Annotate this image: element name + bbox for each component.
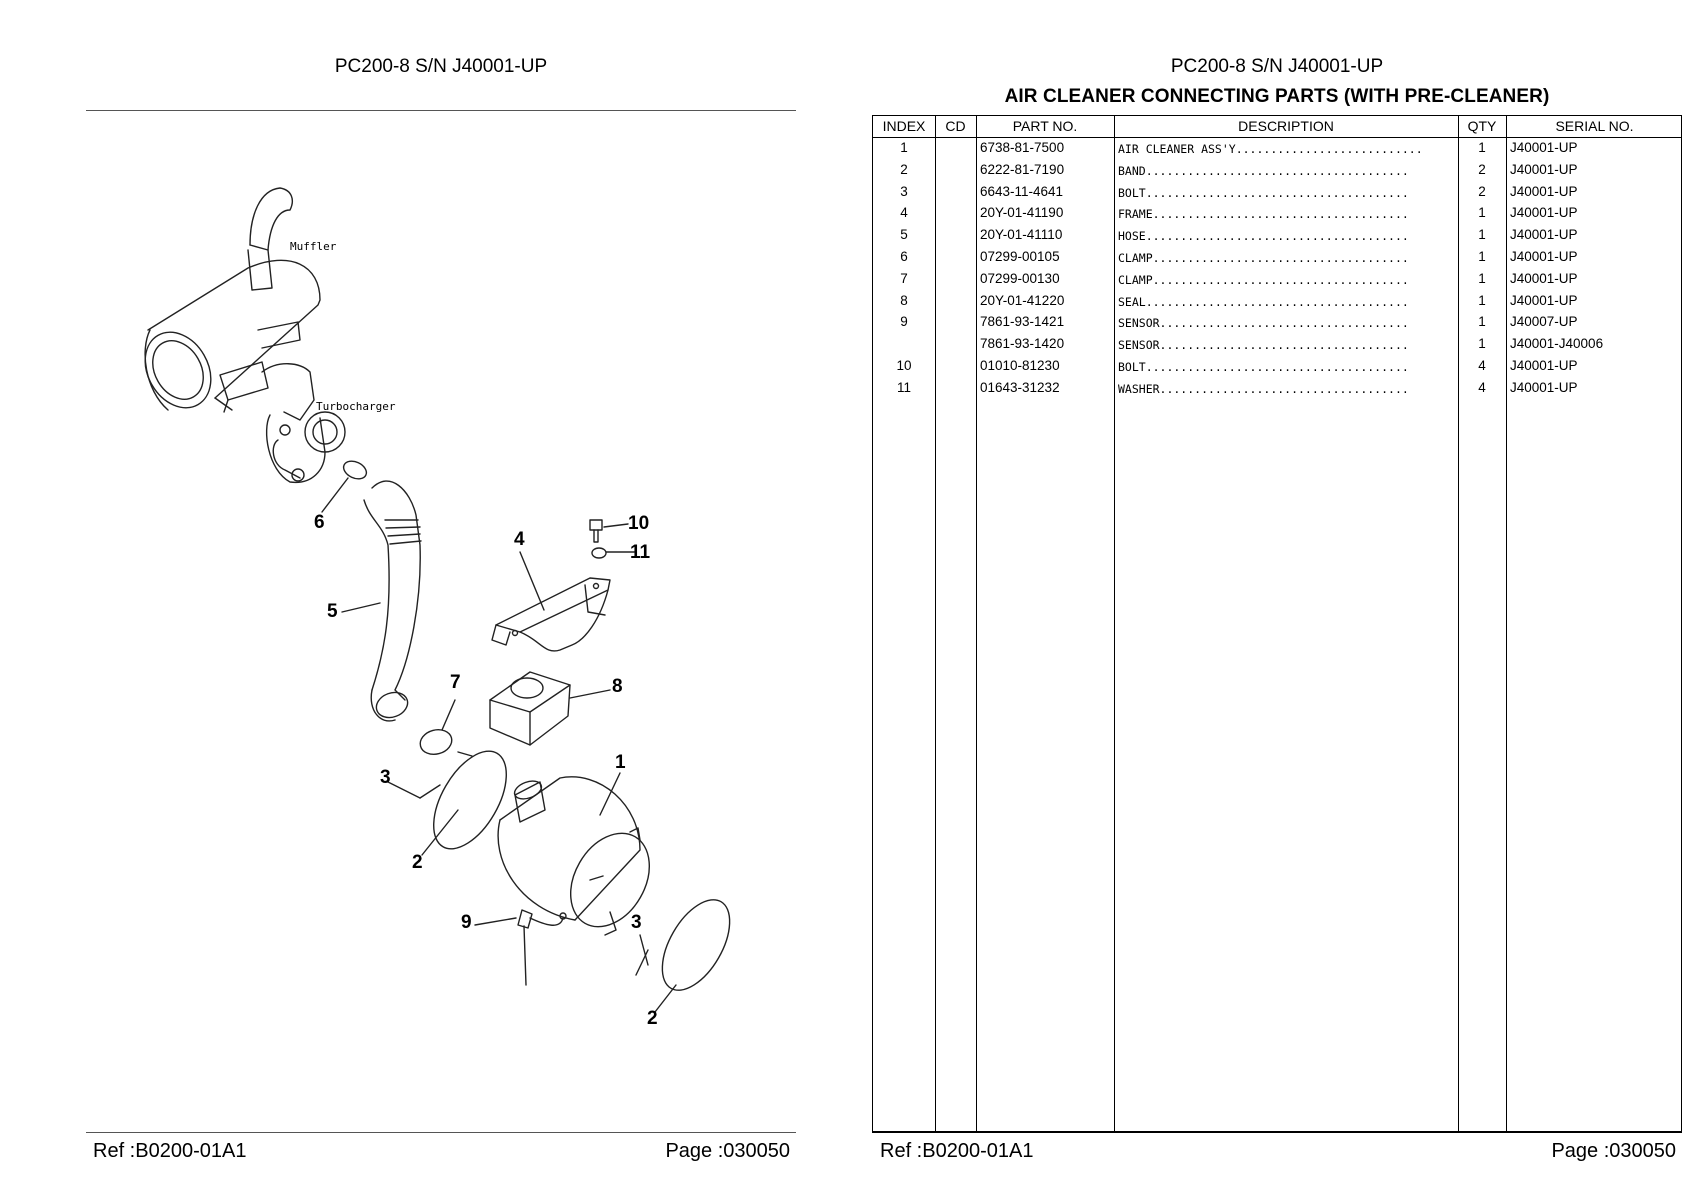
cell-serial: J40001-UP: [1510, 249, 1578, 264]
cell-serial: J40001-UP: [1510, 161, 1578, 177]
col-header-qty: QTY: [1467, 118, 1497, 134]
right-footer-page: Page :030050: [1551, 1140, 1676, 1162]
bolt-3-lower-drawing: [636, 950, 648, 975]
cell-serial: J40001-UP: [1510, 183, 1578, 199]
cell-index: 4: [900, 205, 908, 221]
cell-serial: J40007-UP: [1510, 314, 1578, 330]
cell-index: 10: [896, 358, 912, 373]
left-header-rule: [86, 110, 796, 111]
cell-description: SEAL......................................: [1118, 294, 1409, 309]
left-footer-rule: [86, 1132, 796, 1133]
callout-3-upper: 3: [380, 767, 391, 788]
callout-2-upper: 2: [412, 852, 423, 873]
left-footer-page: Page :030050: [665, 1140, 790, 1162]
cell-part-no: 6738-81-7500: [980, 140, 1065, 155]
table-row: [873, 291, 1681, 313]
callout-9: 9: [461, 912, 472, 933]
cell-qty: 2: [1478, 183, 1486, 199]
cell-description: SENSOR....................................: [1118, 338, 1409, 353]
callout-5: 5: [327, 601, 338, 622]
table-row: [873, 203, 1681, 225]
cell-description: HOSE......................................: [1118, 229, 1409, 244]
cell-part-no: 01010-81230: [980, 358, 1060, 373]
cell-index: 9: [900, 314, 908, 330]
cell-index: 1: [900, 140, 908, 155]
cell-index: 7: [900, 270, 908, 286]
callout-1: 1: [615, 752, 626, 773]
right-footer-ref: Ref :B0200-01A1: [880, 1140, 1034, 1162]
cell-qty: 1: [1478, 314, 1486, 330]
muffler-drawing: [132, 188, 320, 420]
cell-description: BOLT......................................: [1118, 185, 1409, 200]
cell-index: 8: [900, 292, 908, 308]
cell-qty: 1: [1478, 140, 1486, 155]
callout-2-lower: 2: [647, 1008, 658, 1029]
right-footer-rule: [872, 1132, 1682, 1133]
table-row: [873, 138, 1681, 160]
cell-qty: 2: [1478, 161, 1486, 177]
seal-drawing: [490, 672, 570, 745]
cell-part-no: 7861-93-1421: [980, 314, 1065, 330]
table-row: [873, 356, 1681, 378]
cell-qty: 1: [1478, 292, 1486, 308]
bolt-10-drawing: [590, 520, 602, 542]
cell-index: 2: [900, 161, 908, 177]
washer-11-drawing: [592, 548, 606, 558]
turbocharger-drawing: [262, 364, 345, 483]
clamp-6-drawing: [341, 458, 370, 483]
cell-index: 3: [900, 183, 908, 199]
col-header-serial-no: SERIAL NO.: [1555, 118, 1634, 134]
parts-table: [872, 115, 1682, 1132]
table-row: [873, 312, 1681, 334]
col-header-cd: CD: [945, 118, 966, 134]
cell-qty: 1: [1478, 249, 1486, 264]
col-header-part-no: PART NO.: [1012, 118, 1078, 134]
muffler-label: Muffler: [290, 240, 337, 253]
cell-part-no: 07299-00130: [980, 270, 1060, 286]
band-2-lower-drawing: [648, 889, 743, 1002]
bolt-3-upper-drawing: [420, 785, 440, 798]
hose-drawing: [364, 481, 421, 722]
cell-qty: 1: [1478, 270, 1486, 286]
cell-part-no: 20Y-01-41110: [980, 227, 1063, 243]
cell-serial: J40001-UP: [1510, 205, 1578, 221]
cell-description: CLAMP.....................................: [1118, 272, 1409, 287]
left-footer-ref: Ref :B0200-01A1: [93, 1140, 247, 1162]
table-row: [873, 182, 1681, 204]
clamp-7-drawing: [417, 726, 454, 757]
table-row: [873, 247, 1681, 269]
cell-description: BOLT......................................: [1118, 360, 1409, 374]
cell-part-no: 20Y-01-41220: [980, 292, 1065, 308]
cell-serial: J40001-UP: [1510, 140, 1578, 155]
cell-serial: J40001-UP: [1510, 358, 1578, 373]
table-row: [873, 225, 1681, 247]
col-header-index: INDEX: [882, 118, 926, 134]
cell-serial: J40001-J40006: [1510, 336, 1604, 352]
cell-description: FRAME.....................................: [1118, 207, 1409, 222]
right-page-title: AIR CLEANER CONNECTING PARTS (WITH PRE-CLEANER): [1004, 86, 1550, 107]
callout-10: 10: [628, 513, 650, 534]
callout-8: 8: [612, 676, 623, 697]
col-header-description: DESCRIPTION: [1238, 118, 1334, 134]
cell-serial: J40001-UP: [1510, 292, 1578, 308]
callout-6: 6: [314, 512, 325, 533]
sensor-drawing: [518, 910, 566, 985]
table-row: [873, 334, 1681, 356]
cell-qty: 1: [1478, 205, 1486, 221]
turbocharger-label: Turbocharger: [316, 400, 396, 413]
cell-part-no: 6222-81-7190: [980, 161, 1065, 177]
callout-11: 11: [630, 542, 651, 563]
cell-part-no: 20Y-01-41190: [980, 205, 1064, 221]
frame-drawing: [492, 578, 610, 651]
cell-index: 11: [896, 379, 911, 395]
cell-qty: 1: [1478, 336, 1486, 352]
cell-serial: J40001-UP: [1510, 379, 1578, 395]
exploded-parts-diagram: [86, 150, 786, 1030]
band-2-upper-drawing: [419, 739, 521, 861]
callout-4: 4: [514, 529, 525, 550]
cell-serial: J40001-UP: [1510, 227, 1578, 243]
cell-description: WASHER....................................: [1118, 381, 1409, 396]
right-page-header: PC200-8 S/N J40001-UP: [1170, 56, 1384, 77]
table-row: [873, 160, 1681, 182]
cell-qty: 4: [1478, 358, 1486, 373]
cell-part-no: 07299-00105: [980, 249, 1060, 264]
callout-3-lower: 3: [631, 912, 642, 933]
cell-part-no: 01643-31232: [980, 379, 1060, 395]
cell-part-no: 6643-11-4641: [980, 183, 1064, 199]
cell-description: SENSOR....................................: [1118, 316, 1409, 331]
cell-description: CLAMP.....................................: [1118, 251, 1409, 265]
cell-description: AIR CLEANER ASS'Y...........................: [1118, 142, 1423, 156]
table-row: [873, 269, 1681, 291]
cell-description: BAND......................................: [1118, 163, 1409, 178]
cell-part-no: 7861-93-1420: [980, 336, 1065, 352]
cell-qty: 4: [1478, 379, 1486, 395]
cell-qty: 1: [1478, 227, 1486, 243]
cell-serial: J40001-UP: [1510, 270, 1578, 286]
cell-index: 5: [900, 227, 908, 243]
cell-index: 6: [900, 249, 908, 264]
table-row: [873, 378, 1681, 400]
left-page-header: PC200-8 S/N J40001-UP: [334, 56, 548, 77]
callout-7: 7: [450, 672, 461, 693]
